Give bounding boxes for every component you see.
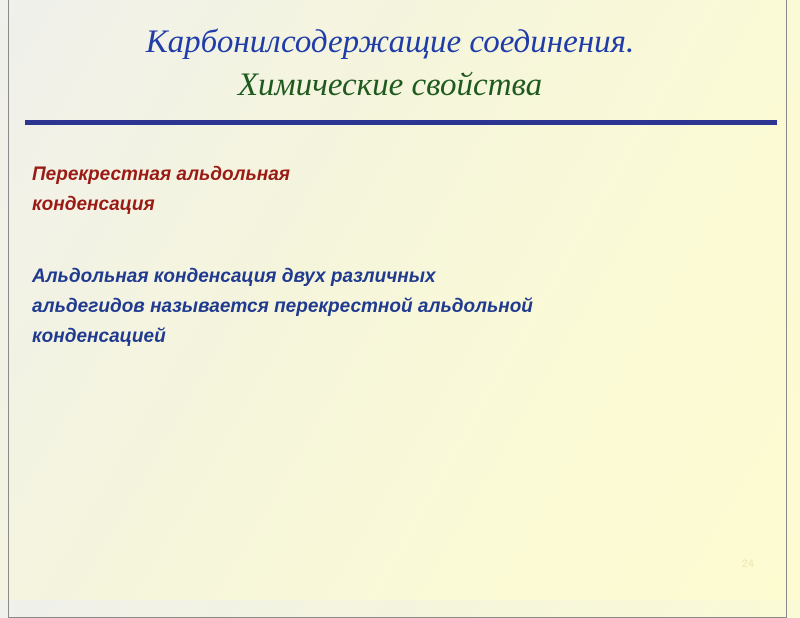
section-heading-line-1: Перекрестная альдольная xyxy=(32,164,290,185)
title-line-1: Карбонилсодержащие соединения. xyxy=(145,24,635,60)
section-heading-line-2: конденсация xyxy=(32,194,155,215)
definition-line-3: конденсацией xyxy=(32,326,166,347)
definition-line-2: альдегидов называется перекрестной альдольной xyxy=(32,296,533,317)
title-divider xyxy=(25,120,777,125)
definition-line-1: Альдольная конденсация двух различных xyxy=(32,266,436,287)
title-line-2: Химические свойства xyxy=(237,67,543,103)
slide-title xyxy=(0,21,780,107)
definition-text xyxy=(32,262,762,352)
section-heading xyxy=(32,160,452,220)
slide-number: 24 xyxy=(741,558,754,570)
